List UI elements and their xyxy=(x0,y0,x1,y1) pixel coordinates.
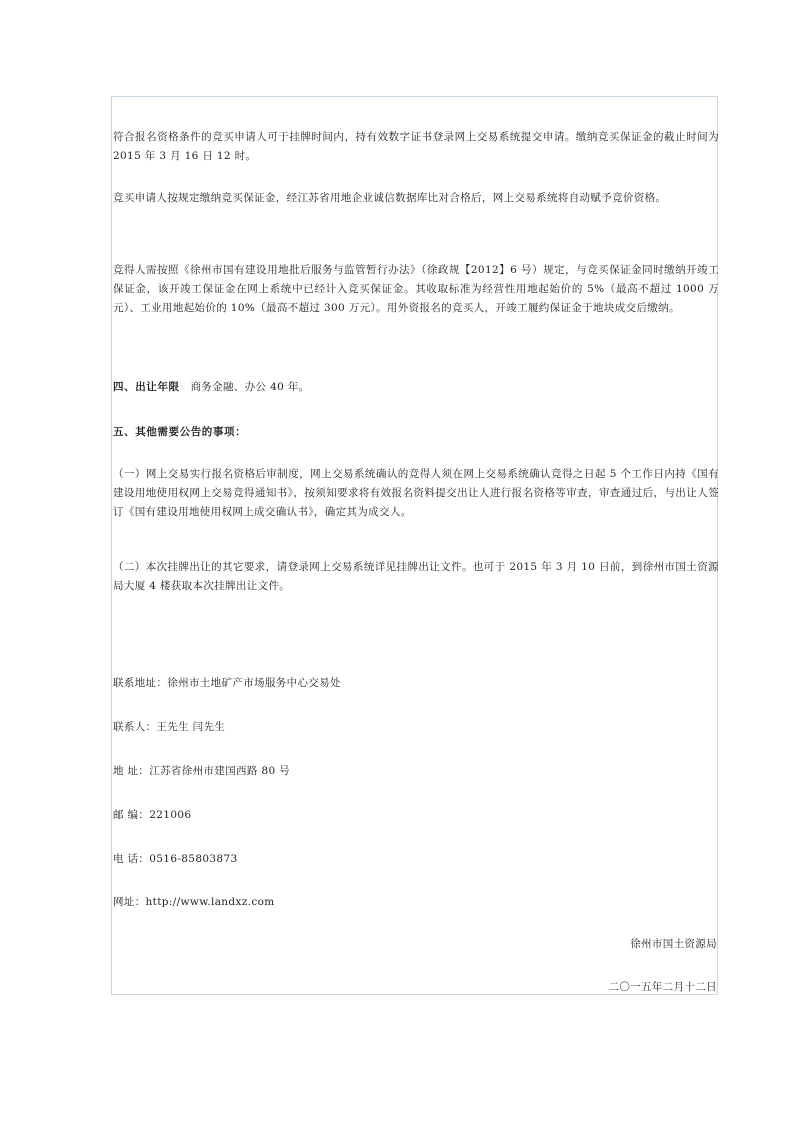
contact-persons: 联系人：王先生 闫先生 xyxy=(113,721,226,733)
issue-date: 二〇一五年二月十二日 xyxy=(608,981,717,993)
section-transfer-term xyxy=(113,378,719,397)
contact-phone: 电 话：0516-85803873 xyxy=(113,853,238,865)
section-5-title: 五、其他需要公告的事项： xyxy=(113,426,247,438)
contact-address-org: 联系地址：徐州市土地矿产市场服务中心交易处 xyxy=(113,677,341,689)
contact-street-address: 地 址：江苏省徐州市建国西路 80 号 xyxy=(113,765,291,777)
section-4-title: 四、出让年限 xyxy=(113,381,180,393)
section-4-text: 商务金融、办公 40 年。 xyxy=(179,381,310,393)
contact-postcode: 邮 编：221006 xyxy=(113,809,192,821)
issuer-name: 徐州市国土资源局 xyxy=(630,938,717,950)
contact-website[interactable]: 网址：http://www.landxz.com xyxy=(113,896,275,908)
item-other-requirements: （二）本次挂牌出让的其它要求，请登录网上交易系统详见挂牌出让文件。也可于 2015 年 3 月 10 日前，到徐州市国土资源局大厦 4 楼获取本次挂牌出让文件。 xyxy=(113,561,719,592)
item-online-trading: （一）网上交易实行报名资格后审制度，网上交易系统确认的竞得人须在网上交易系统确认竞得之日起 5 个工作日内持《国有建设用地使用权网上交易竞得通知书》，按须知要求将有效报名资料提交出让人进行报名资格等审查，审查通过后，与出让人签订《国有建设用地使用权网上成交确认书》，确定其为成交人。 xyxy=(113,468,719,518)
paragraph-completion-deposit: 竞得人需按照《徐州市国有建设用地批后服务与监管暂行办法》（徐政规【2012】6 号）规定，与竞买保证金同时缴纳开竣工保证金，该开竣工保证金在网上系统中已经计入竞买保证金。其收取标准为经营性用地起始价的 5%（最高不超过 1000 万元）、工业用地起始价的 10%（最高不超过 300 万元）。用外资报名的竞买人，开竣工履约保证金于地块成交后缴纳。 xyxy=(113,264,719,314)
paragraph-bidding-qualification: 竞买申请人按规定缴纳竞买保证金，经江苏省用地企业诚信数据库比对合格后，网上交易系统将自动赋予竞价资格。 xyxy=(113,192,667,204)
paragraph-application: 符合报名资格条件的竞买申请人可于挂牌时间内，持有效数字证书登录网上交易系统提交申请。缴纳竞买保证金的截止时间为 2015 年 3 月 16 日 12 时。 xyxy=(113,131,719,162)
